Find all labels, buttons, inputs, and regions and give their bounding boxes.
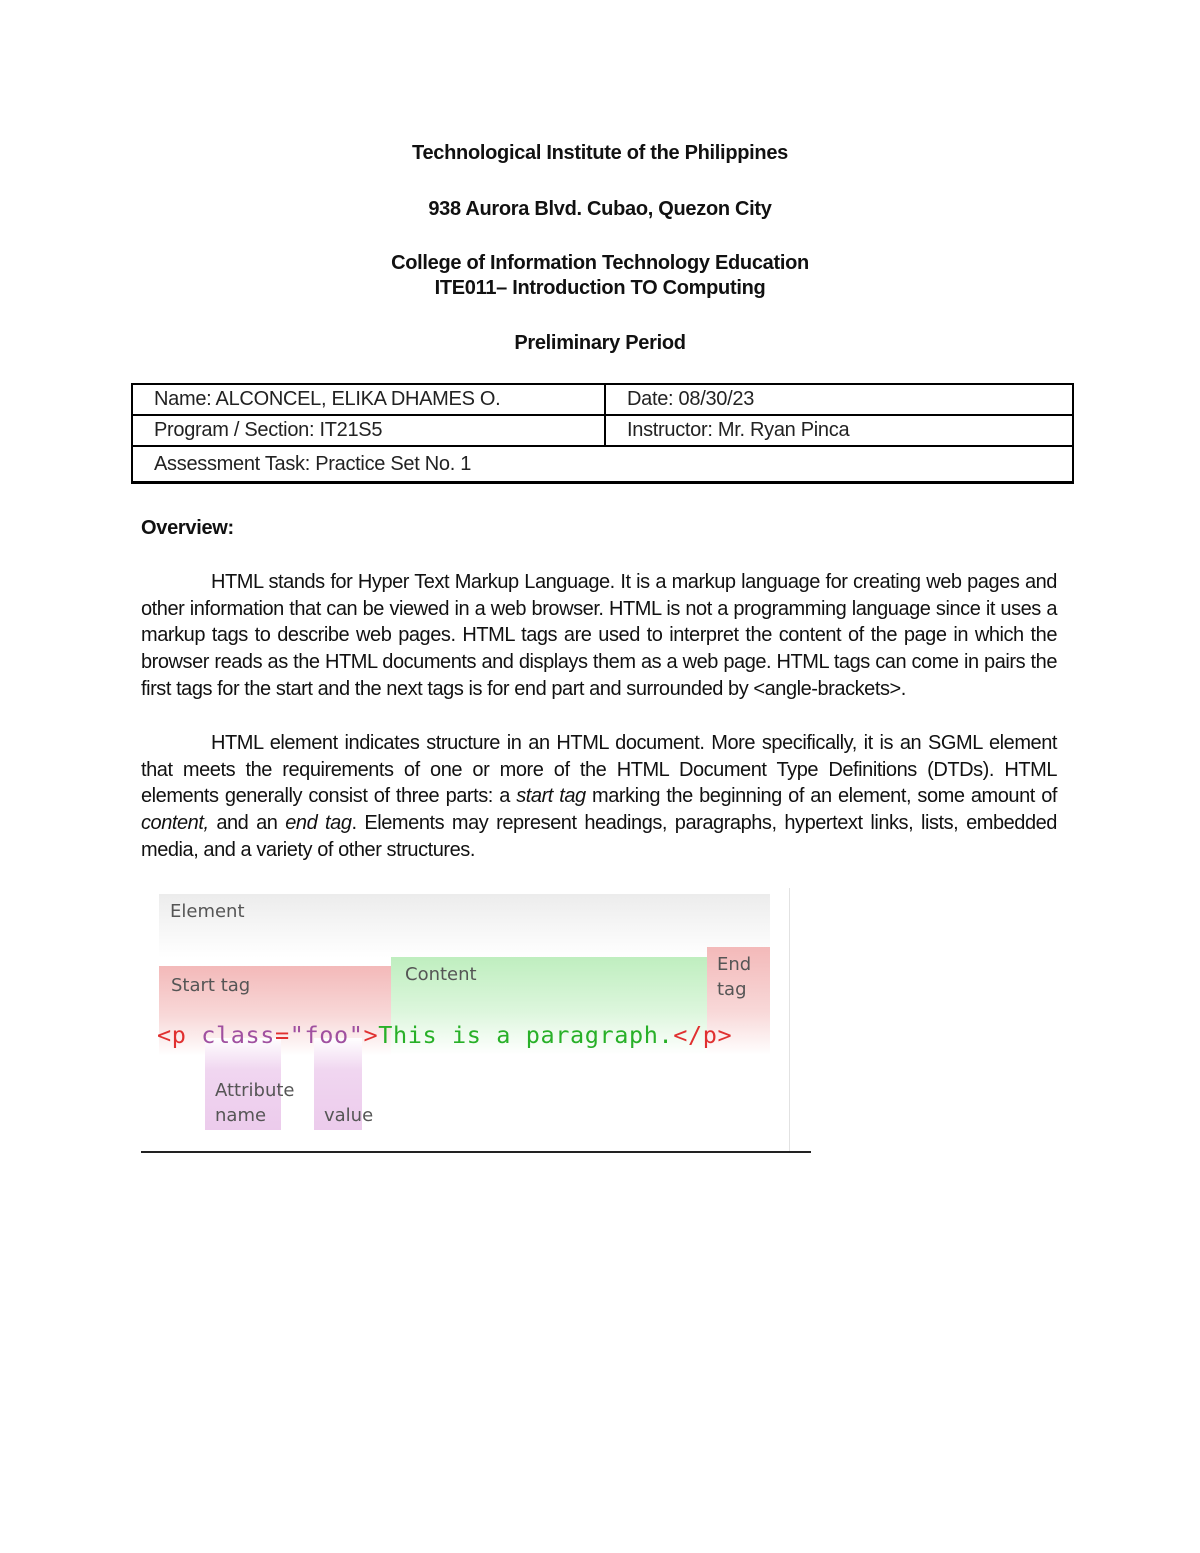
overview-heading: Overview: (141, 517, 234, 539)
code-attribute-name: class (201, 1021, 275, 1049)
paragraph-1-text: HTML stands for Hyper Text Markup Language. It is a markup language for creating web pages and other information that can be viewed in a web browser. HTML is not a programming language since it uses a markup tags to describe web pages. HTML tags are used to interpret the content of the page in which the browser reads as the HTML documents and displays them as a web page. HTML tags can come in pairs the first tags for the start and the next tags is for end part and surrounded by <angle-brackets>. (141, 571, 1057, 700)
code-example (157, 1021, 732, 1049)
date-cell: Date: 08/30/23 (605, 384, 1073, 415)
paragraph-2-text: marking the beginning of an element, some amount of (585, 785, 1057, 808)
attribute-name-label-line-2: name (215, 1105, 267, 1126)
table-row (132, 446, 1073, 483)
element-label: Element (170, 901, 245, 922)
task-cell: Assessment Task: Practice Set No. 1 (132, 446, 1073, 483)
period-title: Preliminary Period (514, 332, 686, 354)
attribute-name-label-line-1: Attribute (215, 1080, 295, 1101)
code-open-tag: <p (157, 1021, 187, 1049)
end-tag-label-line-1: End (717, 954, 752, 975)
code-attribute-value: "foo" (289, 1021, 364, 1049)
element-region (159, 894, 770, 958)
diagram-right-border (789, 888, 790, 1151)
end-tag-term: end tag (285, 812, 352, 835)
html-element-diagram (141, 888, 811, 1153)
code-end-tag: </p> (673, 1021, 733, 1049)
table-row (132, 384, 1073, 415)
paragraph-2-text: HTML element indicates structure in an HTML document. More specifically, it is an SGML element that meets the requirements of one or more of the HTML Document Type Definitions (DTDs). HTML elements generally consist of three parts: a (141, 732, 1057, 808)
overview-paragraph-2 (141, 730, 1057, 864)
paragraph-2-text: and an (208, 812, 286, 835)
end-tag-label-line-2: tag (717, 979, 747, 1000)
code-close-bracket: > (363, 1021, 379, 1049)
table-row (132, 415, 1073, 446)
attribute-name-label (215, 1078, 325, 1128)
name-cell: Name: ALCONCEL, ELIKA DHAMES O. (132, 384, 605, 415)
code-content: This is a paragraph. (378, 1021, 674, 1049)
diagram-bottom-rule (141, 1151, 811, 1153)
paragraph-2-text: . Elements may represent headings, paragraphs, hypertext links, lists, embedded media, and a variety of other structures. (141, 812, 1057, 861)
content-label: Content (405, 964, 477, 985)
end-tag-label (717, 952, 767, 1002)
content-term: content, (141, 812, 209, 835)
instructor-cell: Instructor: Mr. Ryan Pinca (605, 415, 1073, 446)
student-info-table (131, 383, 1074, 484)
college-name: College of Information Technology Education (391, 252, 809, 274)
institution-address: 938 Aurora Blvd. Cubao, Quezon City (428, 198, 772, 220)
overview-paragraph-1 (141, 569, 1057, 703)
course-title: ITE011– Introduction TO Computing (434, 277, 766, 299)
institution-name: Technological Institute of the Philippines (412, 142, 788, 164)
attribute-value-label: value (324, 1105, 374, 1126)
program-cell: Program / Section: IT21S5 (132, 415, 605, 446)
start-tag-label: Start tag (171, 975, 251, 996)
start-tag-term: start tag (516, 785, 586, 808)
code-equals: = (275, 1021, 290, 1049)
